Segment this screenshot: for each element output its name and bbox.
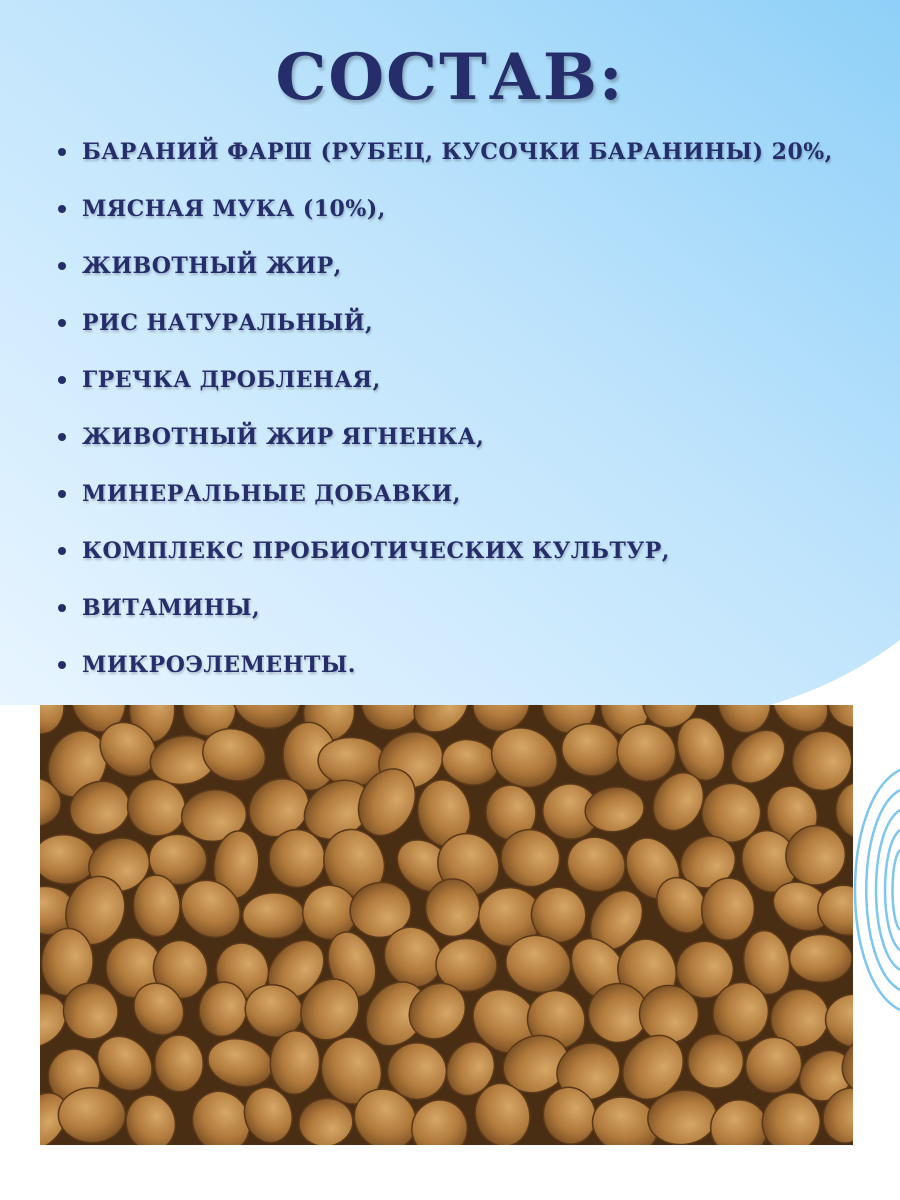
ingredient-item: МИНЕРАЛЬНЫЕ ДОБАВКИ, [58, 474, 833, 531]
kibble-piece [58, 1087, 126, 1143]
ingredient-item: ВИТАМИНЫ, [58, 588, 833, 645]
ingredient-item: ЖИВОТНЫЙ ЖИР ЯГНЕНКА, [58, 417, 833, 474]
ingredients-list [58, 132, 833, 702]
ingredient-item: МИКРОЭЛЕМЕНТЫ. [58, 645, 833, 702]
page-title: СОСТАВ: [275, 40, 625, 115]
ingredient-item: ГРЕЧКА ДРОБЛЕНАЯ, [58, 360, 833, 417]
kibble-piece [243, 893, 305, 938]
kibble-photo [40, 705, 853, 1145]
kibble-piece [425, 879, 480, 937]
ingredient-item: РИС НАТУРАЛЬНЫЙ, [58, 303, 833, 360]
ingredient-item: ЖИВОТНЫЙ ЖИР, [58, 246, 833, 303]
ingredient-item: МЯСНАЯ МУКА (10%), [58, 189, 833, 246]
ingredient-item: КОМПЛЕКС ПРОБИОТИЧЕСКИХ КУЛЬТУР, [58, 531, 833, 588]
wave-lines-decoration [820, 760, 900, 1020]
kibble-piece [269, 829, 326, 888]
ingredient-item: БАРАНИЙ ФАРШ (РУБЕЦ, КУСОЧКИ БАРАНИНЫ) 20%, [58, 132, 833, 189]
